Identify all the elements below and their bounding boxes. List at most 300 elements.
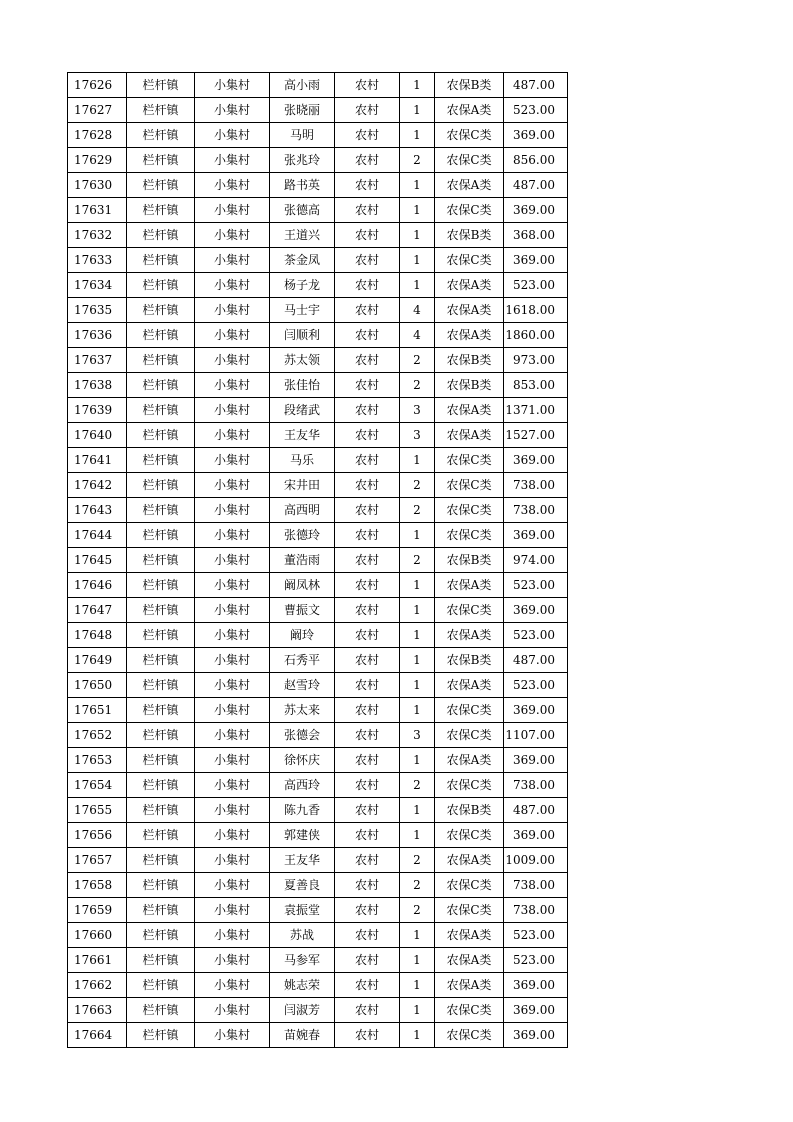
name-cell: 马乐	[270, 448, 335, 473]
amount-cell: 487.00	[504, 798, 568, 823]
household-type-cell: 农村	[335, 848, 400, 873]
household-type-cell: 农村	[335, 173, 400, 198]
town-cell: 栏杆镇	[127, 973, 195, 998]
insurance-category-cell: 农保C类	[435, 498, 504, 523]
amount-cell: 1107.00	[504, 723, 568, 748]
persons-cell: 1	[400, 573, 435, 598]
household-type-cell: 农村	[335, 548, 400, 573]
table-row	[68, 673, 568, 698]
village-cell: 小集村	[195, 348, 270, 373]
persons-cell: 2	[400, 548, 435, 573]
persons-cell: 1	[400, 73, 435, 98]
amount-cell: 973.00	[504, 348, 568, 373]
amount-cell: 487.00	[504, 173, 568, 198]
persons-cell: 2	[400, 473, 435, 498]
village-cell: 小集村	[195, 423, 270, 448]
village-cell: 小集村	[195, 698, 270, 723]
amount-cell: 738.00	[504, 773, 568, 798]
name-cell: 王友华	[270, 423, 335, 448]
amount-cell: 369.00	[504, 123, 568, 148]
village-cell: 小集村	[195, 573, 270, 598]
amount-cell: 523.00	[504, 573, 568, 598]
insurance-category-cell: 农保C类	[435, 248, 504, 273]
town-cell: 栏杆镇	[127, 373, 195, 398]
name-cell: 张兆玲	[270, 148, 335, 173]
amount-cell: 523.00	[504, 98, 568, 123]
persons-cell: 1	[400, 673, 435, 698]
name-cell: 曹振文	[270, 598, 335, 623]
town-cell: 栏杆镇	[127, 623, 195, 648]
household-type-cell: 农村	[335, 723, 400, 748]
table-row	[68, 323, 568, 348]
household-type-cell: 农村	[335, 98, 400, 123]
household-type-cell: 农村	[335, 298, 400, 323]
village-cell: 小集村	[195, 173, 270, 198]
insurance-category-cell: 农保C类	[435, 123, 504, 148]
household-type-cell: 农村	[335, 273, 400, 298]
insurance-category-cell: 农保A类	[435, 573, 504, 598]
table-row	[68, 598, 568, 623]
town-cell: 栏杆镇	[127, 198, 195, 223]
amount-cell: 738.00	[504, 898, 568, 923]
household-type-cell: 农村	[335, 673, 400, 698]
village-cell: 小集村	[195, 798, 270, 823]
record-id-cell: 17635	[68, 298, 127, 323]
insurance-category-cell: 农保B类	[435, 548, 504, 573]
household-type-cell: 农村	[335, 423, 400, 448]
household-type-cell: 农村	[335, 1023, 400, 1048]
table-row	[68, 173, 568, 198]
town-cell: 栏杆镇	[127, 673, 195, 698]
village-cell: 小集村	[195, 1023, 270, 1048]
insurance-category-cell: 农保C类	[435, 873, 504, 898]
table-row	[68, 773, 568, 798]
insurance-category-cell: 农保C类	[435, 773, 504, 798]
insurance-category-cell: 农保B类	[435, 223, 504, 248]
persons-cell: 2	[400, 348, 435, 373]
table-row	[68, 548, 568, 573]
record-id-cell: 17653	[68, 748, 127, 773]
name-cell: 赵雪玲	[270, 673, 335, 698]
amount-cell: 369.00	[504, 823, 568, 848]
name-cell: 张德会	[270, 723, 335, 748]
village-cell: 小集村	[195, 498, 270, 523]
name-cell: 杨子龙	[270, 273, 335, 298]
name-cell: 董浩雨	[270, 548, 335, 573]
insurance-category-cell: 农保B类	[435, 798, 504, 823]
persons-cell: 1	[400, 198, 435, 223]
table-row	[68, 948, 568, 973]
town-cell: 栏杆镇	[127, 323, 195, 348]
insurance-category-cell: 农保A类	[435, 848, 504, 873]
town-cell: 栏杆镇	[127, 573, 195, 598]
name-cell: 马士宇	[270, 298, 335, 323]
table-row	[68, 223, 568, 248]
persons-cell: 1	[400, 98, 435, 123]
amount-cell: 523.00	[504, 673, 568, 698]
town-cell: 栏杆镇	[127, 1023, 195, 1048]
insurance-category-cell: 农保A类	[435, 948, 504, 973]
record-id-cell: 17647	[68, 598, 127, 623]
village-cell: 小集村	[195, 923, 270, 948]
village-cell: 小集村	[195, 773, 270, 798]
village-cell: 小集村	[195, 123, 270, 148]
amount-cell: 369.00	[504, 973, 568, 998]
record-id-cell: 17641	[68, 448, 127, 473]
household-type-cell: 农村	[335, 323, 400, 348]
town-cell: 栏杆镇	[127, 748, 195, 773]
household-type-cell: 农村	[335, 398, 400, 423]
amount-cell: 487.00	[504, 648, 568, 673]
name-cell: 路书英	[270, 173, 335, 198]
insurance-category-cell: 农保C类	[435, 823, 504, 848]
village-cell: 小集村	[195, 98, 270, 123]
amount-cell: 369.00	[504, 248, 568, 273]
name-cell: 宋井田	[270, 473, 335, 498]
name-cell: 闫淑芳	[270, 998, 335, 1023]
town-cell: 栏杆镇	[127, 598, 195, 623]
record-id-cell: 17654	[68, 773, 127, 798]
table-row	[68, 573, 568, 598]
table-row	[68, 873, 568, 898]
record-id-cell: 17655	[68, 798, 127, 823]
record-id-cell: 17658	[68, 873, 127, 898]
village-cell: 小集村	[195, 948, 270, 973]
table-row	[68, 798, 568, 823]
amount-cell: 369.00	[504, 748, 568, 773]
name-cell: 张晓丽	[270, 98, 335, 123]
amount-cell: 523.00	[504, 923, 568, 948]
record-id-cell: 17646	[68, 573, 127, 598]
insurance-category-cell: 农保C类	[435, 898, 504, 923]
table-row	[68, 723, 568, 748]
amount-cell: 369.00	[504, 998, 568, 1023]
persons-cell: 1	[400, 173, 435, 198]
village-cell: 小集村	[195, 373, 270, 398]
village-cell: 小集村	[195, 448, 270, 473]
amount-cell: 738.00	[504, 498, 568, 523]
table-row	[68, 923, 568, 948]
household-type-cell: 农村	[335, 598, 400, 623]
persons-cell: 1	[400, 798, 435, 823]
name-cell: 石秀平	[270, 648, 335, 673]
household-type-cell: 农村	[335, 648, 400, 673]
table-row	[68, 248, 568, 273]
table-row	[68, 998, 568, 1023]
insurance-category-cell: 农保C类	[435, 448, 504, 473]
insurance-category-cell: 农保B类	[435, 373, 504, 398]
household-type-cell: 农村	[335, 473, 400, 498]
record-id-cell: 17639	[68, 398, 127, 423]
town-cell: 栏杆镇	[127, 773, 195, 798]
name-cell: 王友华	[270, 848, 335, 873]
household-type-cell: 农村	[335, 223, 400, 248]
amount-cell: 369.00	[504, 698, 568, 723]
name-cell: 袁振堂	[270, 898, 335, 923]
record-id-cell: 17628	[68, 123, 127, 148]
insurance-category-cell: 农保A类	[435, 673, 504, 698]
name-cell: 段绪武	[270, 398, 335, 423]
name-cell: 阚玲	[270, 623, 335, 648]
record-id-cell: 17642	[68, 473, 127, 498]
insurance-category-cell: 农保A类	[435, 273, 504, 298]
amount-cell: 369.00	[504, 198, 568, 223]
amount-cell: 1527.00	[504, 423, 568, 448]
insurance-category-cell: 农保A类	[435, 323, 504, 348]
amount-cell: 856.00	[504, 148, 568, 173]
name-cell: 苏太领	[270, 348, 335, 373]
persons-cell: 1	[400, 248, 435, 273]
record-id-cell: 17638	[68, 373, 127, 398]
record-id-cell: 17662	[68, 973, 127, 998]
persons-cell: 1	[400, 598, 435, 623]
town-cell: 栏杆镇	[127, 548, 195, 573]
household-type-cell: 农村	[335, 873, 400, 898]
persons-cell: 1	[400, 923, 435, 948]
town-cell: 栏杆镇	[127, 398, 195, 423]
record-id-cell: 17627	[68, 98, 127, 123]
town-cell: 栏杆镇	[127, 298, 195, 323]
record-id-cell: 17663	[68, 998, 127, 1023]
town-cell: 栏杆镇	[127, 698, 195, 723]
household-type-cell: 农村	[335, 348, 400, 373]
amount-cell: 974.00	[504, 548, 568, 573]
amount-cell: 738.00	[504, 473, 568, 498]
table-row	[68, 748, 568, 773]
town-cell: 栏杆镇	[127, 473, 195, 498]
village-cell: 小集村	[195, 223, 270, 248]
amount-cell: 738.00	[504, 873, 568, 898]
town-cell: 栏杆镇	[127, 223, 195, 248]
household-type-cell: 农村	[335, 898, 400, 923]
town-cell: 栏杆镇	[127, 423, 195, 448]
amount-cell: 523.00	[504, 273, 568, 298]
amount-cell: 1618.00	[504, 298, 568, 323]
persons-cell: 1	[400, 448, 435, 473]
table-row	[68, 273, 568, 298]
record-id-cell: 17657	[68, 848, 127, 873]
household-type-cell: 农村	[335, 973, 400, 998]
table-row	[68, 498, 568, 523]
village-cell: 小集村	[195, 273, 270, 298]
persons-cell: 4	[400, 298, 435, 323]
name-cell: 茶金凤	[270, 248, 335, 273]
table-row	[68, 623, 568, 648]
insurance-category-cell: 农保C类	[435, 148, 504, 173]
persons-cell: 2	[400, 373, 435, 398]
record-id-cell: 17632	[68, 223, 127, 248]
persons-cell: 4	[400, 323, 435, 348]
record-id-cell: 17656	[68, 823, 127, 848]
household-type-cell: 农村	[335, 948, 400, 973]
table-row	[68, 148, 568, 173]
persons-cell: 1	[400, 273, 435, 298]
household-type-cell: 农村	[335, 123, 400, 148]
table-row	[68, 348, 568, 373]
town-cell: 栏杆镇	[127, 723, 195, 748]
amount-cell: 1009.00	[504, 848, 568, 873]
insurance-category-cell: 农保A类	[435, 98, 504, 123]
persons-cell: 1	[400, 123, 435, 148]
persons-cell: 1	[400, 948, 435, 973]
record-id-cell: 17650	[68, 673, 127, 698]
town-cell: 栏杆镇	[127, 498, 195, 523]
town-cell: 栏杆镇	[127, 348, 195, 373]
name-cell: 陈九香	[270, 798, 335, 823]
household-type-cell: 农村	[335, 998, 400, 1023]
town-cell: 栏杆镇	[127, 898, 195, 923]
village-cell: 小集村	[195, 548, 270, 573]
amount-cell: 487.00	[504, 73, 568, 98]
village-cell: 小集村	[195, 523, 270, 548]
insurance-category-cell: 农保A类	[435, 398, 504, 423]
town-cell: 栏杆镇	[127, 848, 195, 873]
village-cell: 小集村	[195, 623, 270, 648]
town-cell: 栏杆镇	[127, 798, 195, 823]
household-type-cell: 农村	[335, 523, 400, 548]
name-cell: 张德高	[270, 198, 335, 223]
village-cell: 小集村	[195, 323, 270, 348]
insurance-category-cell: 农保A类	[435, 748, 504, 773]
household-type-cell: 农村	[335, 698, 400, 723]
record-id-cell: 17649	[68, 648, 127, 673]
amount-cell: 1860.00	[504, 323, 568, 348]
persons-cell: 2	[400, 848, 435, 873]
amount-cell: 369.00	[504, 523, 568, 548]
table-row	[68, 73, 568, 98]
town-cell: 栏杆镇	[127, 173, 195, 198]
name-cell: 阚凤林	[270, 573, 335, 598]
record-id-cell: 17659	[68, 898, 127, 923]
record-id-cell: 17630	[68, 173, 127, 198]
town-cell: 栏杆镇	[127, 523, 195, 548]
table-row	[68, 98, 568, 123]
household-type-cell: 农村	[335, 373, 400, 398]
table-row	[68, 848, 568, 873]
village-cell: 小集村	[195, 248, 270, 273]
insurance-category-cell: 农保A类	[435, 973, 504, 998]
persons-cell: 1	[400, 823, 435, 848]
village-cell: 小集村	[195, 998, 270, 1023]
town-cell: 栏杆镇	[127, 98, 195, 123]
household-type-cell: 农村	[335, 798, 400, 823]
table-row	[68, 648, 568, 673]
village-cell: 小集村	[195, 748, 270, 773]
persons-cell: 1	[400, 973, 435, 998]
record-id-cell: 17631	[68, 198, 127, 223]
table-row	[68, 973, 568, 998]
name-cell: 高西玲	[270, 773, 335, 798]
table-row	[68, 523, 568, 548]
record-id-cell: 17633	[68, 248, 127, 273]
table-row	[68, 1023, 568, 1048]
record-id-cell: 17629	[68, 148, 127, 173]
persons-cell: 2	[400, 498, 435, 523]
household-type-cell: 农村	[335, 923, 400, 948]
persons-cell: 1	[400, 998, 435, 1023]
table-row	[68, 473, 568, 498]
village-cell: 小集村	[195, 823, 270, 848]
village-cell: 小集村	[195, 873, 270, 898]
amount-cell: 368.00	[504, 223, 568, 248]
name-cell: 张德玲	[270, 523, 335, 548]
persons-cell: 1	[400, 748, 435, 773]
insurance-category-cell: 农保A类	[435, 423, 504, 448]
village-cell: 小集村	[195, 398, 270, 423]
record-id-cell: 17637	[68, 348, 127, 373]
table-row	[68, 423, 568, 448]
persons-cell: 2	[400, 898, 435, 923]
record-id-cell: 17664	[68, 1023, 127, 1048]
table-row	[68, 398, 568, 423]
amount-cell: 369.00	[504, 448, 568, 473]
insurance-category-cell: 农保A类	[435, 173, 504, 198]
town-cell: 栏杆镇	[127, 148, 195, 173]
name-cell: 王道兴	[270, 223, 335, 248]
name-cell: 苗婉春	[270, 1023, 335, 1048]
insurance-category-cell: 农保A类	[435, 298, 504, 323]
village-cell: 小集村	[195, 973, 270, 998]
table-body	[68, 73, 568, 1048]
name-cell: 夏善良	[270, 873, 335, 898]
village-cell: 小集村	[195, 73, 270, 98]
village-cell: 小集村	[195, 648, 270, 673]
name-cell: 苏战	[270, 923, 335, 948]
insurance-category-cell: 农保B类	[435, 648, 504, 673]
village-cell: 小集村	[195, 848, 270, 873]
persons-cell: 1	[400, 698, 435, 723]
insurance-category-cell: 农保B类	[435, 73, 504, 98]
table-row	[68, 698, 568, 723]
town-cell: 栏杆镇	[127, 73, 195, 98]
amount-cell: 1371.00	[504, 398, 568, 423]
record-id-cell: 17634	[68, 273, 127, 298]
village-cell: 小集村	[195, 898, 270, 923]
town-cell: 栏杆镇	[127, 998, 195, 1023]
table-row	[68, 373, 568, 398]
town-cell: 栏杆镇	[127, 923, 195, 948]
town-cell: 栏杆镇	[127, 873, 195, 898]
town-cell: 栏杆镇	[127, 123, 195, 148]
name-cell: 马明	[270, 123, 335, 148]
persons-cell: 1	[400, 648, 435, 673]
name-cell: 高小雨	[270, 73, 335, 98]
name-cell: 苏太来	[270, 698, 335, 723]
table-row	[68, 898, 568, 923]
amount-cell: 369.00	[504, 1023, 568, 1048]
household-type-cell: 农村	[335, 498, 400, 523]
town-cell: 栏杆镇	[127, 648, 195, 673]
town-cell: 栏杆镇	[127, 273, 195, 298]
amount-cell: 853.00	[504, 373, 568, 398]
name-cell: 徐怀庆	[270, 748, 335, 773]
persons-cell: 3	[400, 423, 435, 448]
name-cell: 张佳怡	[270, 373, 335, 398]
record-id-cell: 17660	[68, 923, 127, 948]
household-type-cell: 农村	[335, 148, 400, 173]
household-type-cell: 农村	[335, 248, 400, 273]
record-id-cell: 17645	[68, 548, 127, 573]
household-type-cell: 农村	[335, 73, 400, 98]
record-id-cell: 17661	[68, 948, 127, 973]
record-id-cell: 17643	[68, 498, 127, 523]
persons-cell: 1	[400, 223, 435, 248]
allowance-table	[67, 72, 568, 1048]
insurance-category-cell: 农保B类	[435, 348, 504, 373]
insurance-category-cell: 农保C类	[435, 198, 504, 223]
record-id-cell: 17644	[68, 523, 127, 548]
persons-cell: 3	[400, 723, 435, 748]
